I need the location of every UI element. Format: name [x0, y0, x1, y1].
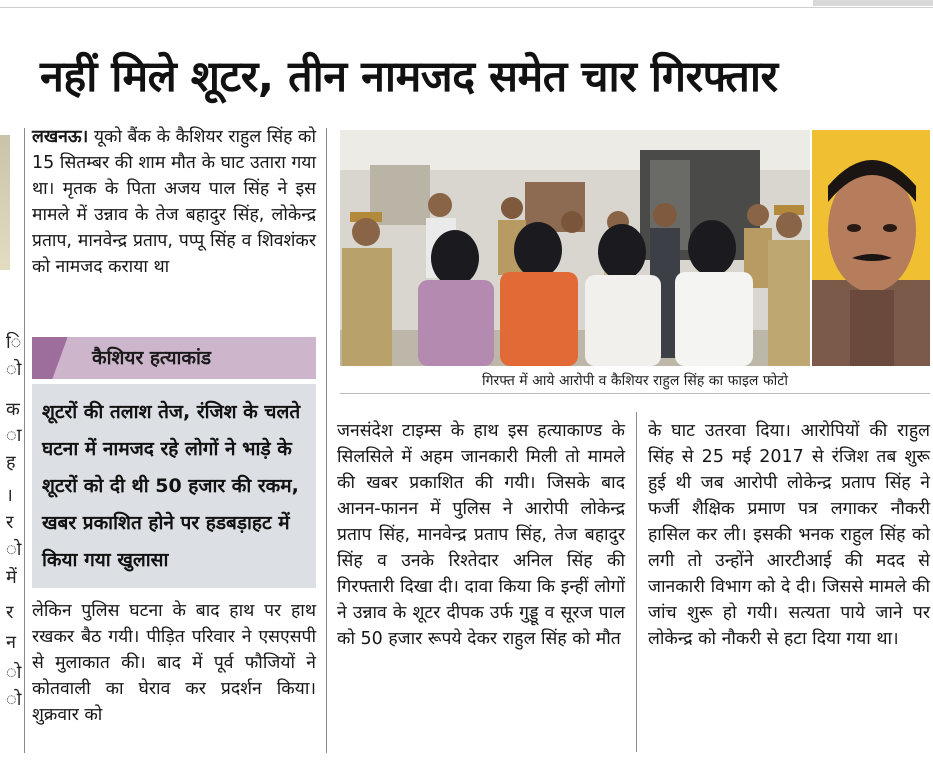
- fragment-char: में: [6, 567, 17, 588]
- arrested-accused-photo: [340, 130, 810, 366]
- page-top-border: [0, 0, 933, 8]
- fragment-char: र: [6, 602, 14, 623]
- fragment-char: ो: [6, 359, 22, 380]
- fragment-char: ह: [6, 452, 16, 473]
- column-1-continued: लेकिन पुलिस घटना के बाद हाथ पर हाथ रखकर बैठ गयी। पीड़ित परिवार ने एसएसपी से मुलाकात की। बाद में पूर्व फौजियों ने कोतवाली का घेराव कर प्रदर्शन किया। शुक्रवार को: [32, 601, 316, 725]
- column-1-intro: [32, 124, 316, 280]
- cashier-portrait-photo: [812, 130, 930, 366]
- section-tag: [32, 337, 316, 379]
- top-border-segment: [813, 0, 933, 6]
- photo-illustration: [340, 130, 810, 366]
- fragment-char: ो: [6, 662, 22, 683]
- adjacent-photo-edge: [0, 135, 10, 270]
- column-rule: [636, 412, 637, 752]
- fragment-char: ो: [6, 539, 22, 560]
- deck-summary: शूटरों की तलाश तेज, रंजिश के चलते घटना में नामजद रहे लोगों ने भाड़े के शूटरों को दी थी 50 हजार की रकम, खबर प्रकाशित होने पर हडबड़ाहट में किया गया खुलासा: [32, 384, 316, 588]
- fragment-char: र: [6, 512, 14, 533]
- fragment-char: न: [6, 632, 16, 653]
- fragment-char: ा: [6, 425, 22, 446]
- fragment-char: ि: [6, 332, 22, 353]
- column-3-text: के घाट उतरवा दिया। आरोपियों की राहुल सिंह से 25 मई 2017 से रंजिश तब शुरू हुई थी जब आरोपी लोकेन्द्र प्रताप सिंह ने फर्जी शैक्षिक प्रमाण पत्र लगाकर नौकरी हासिल कर ली। इसकी भनक राहुल सिंह को लगी तो उन्होंने आरटीआई की मदद से जानकारी विभाग को दे दी। जिससे मामले की जांच शुरू हो गयी। सत्यता पाये जाने पर लोकेन्द्र को नौकरी से हटा दिया गया था।: [648, 421, 930, 649]
- column-rule: [24, 128, 25, 753]
- dateline: लखनऊ।: [32, 127, 89, 147]
- fragment-char: क: [6, 399, 20, 420]
- fragment-char: ।: [6, 485, 13, 506]
- column-rule: [326, 128, 327, 753]
- photo-caption: गिरफ्त में आये आरोपी व कैशियर राहुल सिंह का फाइल फोटो: [340, 368, 930, 394]
- section-tag-label: कैशियर हत्याकांड: [92, 347, 212, 369]
- intro-text: यूको बैंक के कैशियर राहुल सिंह को 15 सितम्बर की शाम मौत के घाट उतारा गया था। मृतक के पिता अजय पाल सिंह ने इस मामले में उन्नाव के तेज बहादुर सिंह, लोकेन्द्र प्रताप, मानवेन्द्र प्रताप, पप्पू सिंह व शिवशंकर को नामजद कराया था: [32, 127, 316, 277]
- adjacent-column-fragment: [0, 125, 22, 755]
- headline: नहीं मिले शूटर, तीन नामजद समेत चार गिरफ्तार: [40, 52, 778, 102]
- fragment-char: ो: [6, 689, 22, 710]
- column-2-text: जनसंदेश टाइम्स के हाथ इस हत्याकाण्ड के सिलसिले में अहम जानकारी मिली तो मामले की खबर प्रकाशित की गयी। जिसके बाद आनन-फानन में पुलिस ने आरोपी लोकेन्द्र प्रताप सिंह, मानवेन्द्र प्रताप सिंह, तेज बहादुर सिंह व उनके रिश्तेदार अनिल सिंह की गिरफ्तारी दिखा दी। दावा किया कि इन्हीं लोगों ने उन्नाव के शूटर दीपक उर्फ गुड्डू व सूरज पाल को 50 हजार रूपये देकर राहुल सिंह को मौत: [337, 421, 625, 649]
- portrait-illustration: [812, 130, 930, 366]
